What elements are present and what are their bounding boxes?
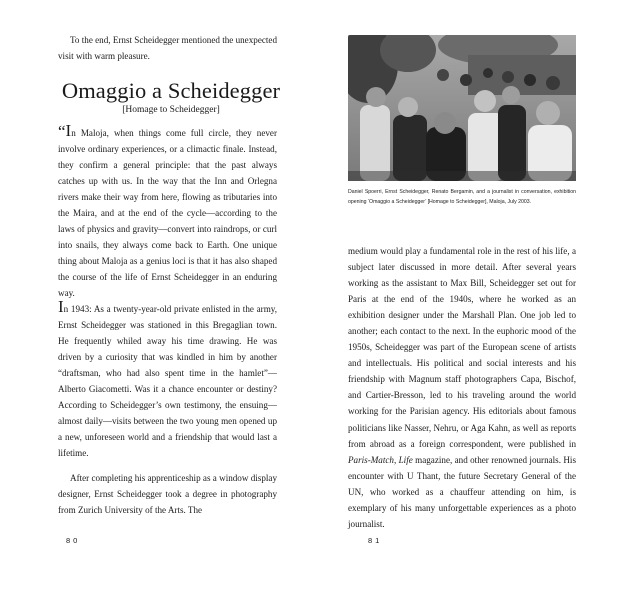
paragraph-maloja <box>58 121 277 302</box>
magazine-title: Life <box>398 454 413 465</box>
intro-paragraph: To the end, Ernst Scheidegger mentioned the unexpected visit with warm pleasure. <box>58 35 277 61</box>
photo-crowd-icon <box>348 35 576 181</box>
section-subtitle: [Homage to Scheidegger] <box>122 105 220 115</box>
section-title: Omaggio a Scheidegger <box>61 78 281 103</box>
paragraph-1943 <box>58 297 277 461</box>
section-heading <box>58 78 284 116</box>
page-number: 81 <box>368 536 383 545</box>
paragraph-text: n 1943: As a twenty-year-old private enlisted in the army, Ernst Scheidegger was stationed in this Bregaglian town. He frequently whiled away his time drawing. He was driven by a curiosity that was kindled in him by another “draftsman, who had also spent time in the hamlet”—Alberto Giacometti. Was it a chance encounter or destiny? According to Scheidegger’s own testimony, the ensuing—almost daily—visits between the two young men opened up a new, unforeseen world and a friendship that would last a lifetime. <box>58 304 277 459</box>
paragraph-text: medium would play a fundamental role in the rest of his life, a subject later discussed in more detail. After several years working as the assistant to Max Bill, Scheidegger set out for Paris at the end of the 1940s, where he worked as an exhibition designer under the Marshall Plan. One job led to another; each contact to the next. In the euphoric mood of the 1950s, Scheidegger was part of the European scene of artists and intellectuals. His political and social interests and his friendship with Magnum staff photographers Capa, Bischof, and Cartier-Bresson, led to his traveling around the world working for the Parisian agency. His editorials about famous politicians like Nasser, Nehru, or Aga Kahn, as well as reports from abroad as a foreign correspondent, were published in <box>348 246 576 449</box>
punctuation: , <box>393 454 399 465</box>
magazine-title: Paris-Match <box>348 454 394 465</box>
paragraph-text: After completing his apprenticeship as a window display designer, Ernst Scheidegger took a degree in photography from Zurich University of the Arts. The <box>58 473 277 516</box>
page-number: 80 <box>66 536 81 545</box>
paragraph-text: n Maloja, when things come full circle, they never involve ordinary experiences, or a climactic finale. Instead, they confirm a general principle: that the past always catches up with us. In the way that the Inn and Orlegna rivers make their way from here, flowing as tributaries into the Maira, and at the end of the cycle—according to the laws of physics and gravity—convert into raindrops, or curl into snails, they always come back to Earth. One unique thing about Maloja as a genius loci is that it has also shaped the course of the life of Ernst Scheidegger in an enduring way. <box>58 128 277 299</box>
opening-quote-mark: “ <box>58 122 66 141</box>
paragraph-text: magazine, and other renowned journals. His encounter with U Thant, the future Secretary General of the UN, who worked as a chauffeur attending on him, is exemplary of his many unforgettable experiences as a photo journalist. <box>348 454 576 529</box>
dropcap-letter: I <box>65 121 72 140</box>
dropcap-letter: I <box>58 297 64 316</box>
photo-caption: Daniel Spoerri, Ernst Scheidegger, Renato Bergamin, and a journalist in conversation, exhibition opening ‘Omaggio a Scheidegger’ [Homage to Scheidegger], Maloja, July 2003. <box>348 189 576 205</box>
right-body-text <box>348 243 576 532</box>
paragraph-apprenticeship <box>58 470 277 518</box>
